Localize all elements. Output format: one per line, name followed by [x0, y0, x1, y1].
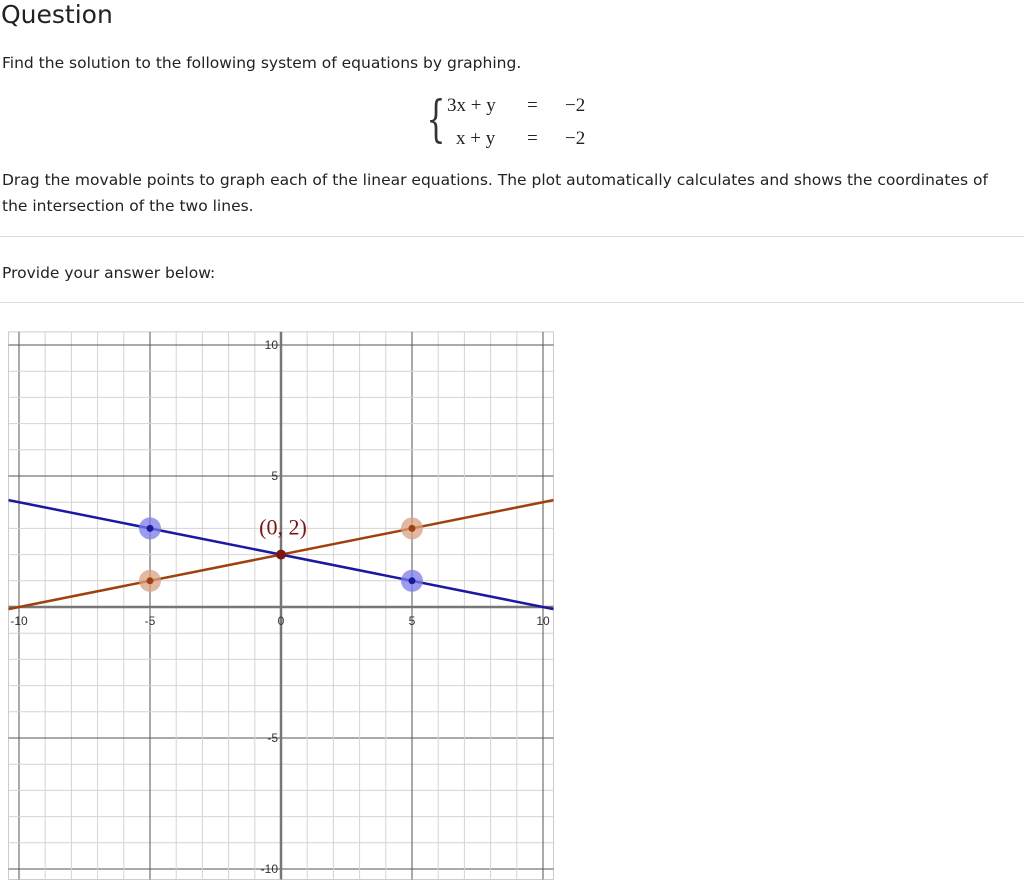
movable-point[interactable] [147, 525, 154, 532]
eq2-lhs: x + y [456, 128, 496, 149]
divider [0, 302, 1024, 303]
y-tick-label: 10 [264, 338, 278, 352]
eq1-equals: = [527, 95, 538, 116]
intersection-point [276, 550, 286, 560]
y-tick-label: -5 [267, 731, 278, 745]
eq1-rhs: −2 [565, 95, 586, 116]
movable-point[interactable] [409, 525, 416, 532]
movable-point[interactable] [147, 577, 154, 584]
x-tick-label: 0 [277, 614, 285, 628]
eq1-lhs: 3x + y [447, 95, 496, 116]
x-tick-label: -5 [144, 614, 156, 628]
eq2-equals: = [527, 128, 538, 149]
x-tick-label: -10 [10, 614, 28, 628]
graph[interactable] [0, 325, 560, 885]
instructions-text: Drag the movable points to graph each of the linear equations. The plot automatically calculates and shows the coordinates of the intersection of the two lines. [2, 171, 988, 215]
prompt-text: Find the solution to the following system of equations by graphing. [2, 54, 522, 72]
answer-prompt: Provide your answer below: [2, 264, 216, 282]
brace: { [426, 90, 446, 148]
y-tick-label: 5 [271, 469, 278, 483]
eq2-rhs: −2 [565, 128, 586, 149]
x-tick-label: 5 [408, 614, 416, 628]
x-tick-label: 10 [536, 614, 550, 628]
y-tick-label: -10 [260, 862, 278, 876]
divider [0, 236, 1024, 237]
movable-point[interactable] [409, 577, 416, 584]
intersection-label: (0, 2) [259, 514, 307, 540]
question-heading: Question [1, 0, 113, 29]
